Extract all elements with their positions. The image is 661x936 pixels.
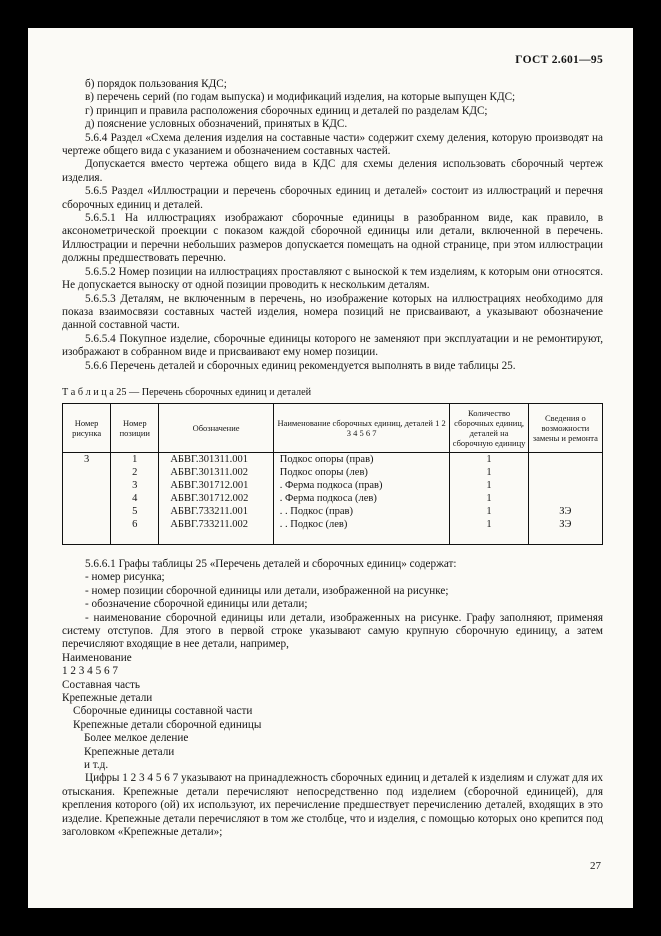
column-header: Количество сборочных единиц, деталей на сборочную единицу bbox=[450, 403, 528, 452]
paragraph: 5.6.5.1 На иллюстрациях изображают сборочные единицы в разобранном виде, как правило, в аксонометрической проекции с показом каждой сборочной единицы или детали, включенной в перечень. Иллюстрации и перечни небольших размеров допускается помещать на одной странице, при этом иллюстрации должны предшествовать перечню. bbox=[62, 212, 603, 265]
parts-table-header bbox=[63, 403, 603, 452]
paragraph: д) пояснение условных обозначений, принятых в КДС. bbox=[85, 118, 348, 131]
cell-name: Подкос опоры (прав) bbox=[273, 452, 450, 466]
cell-notes: ЗЭ bbox=[528, 518, 602, 545]
paragraph: в) перечень серий (по годам выпуска) и модификаций изделия, на которые выпущен КДС; bbox=[85, 91, 516, 104]
body-text-after-table bbox=[62, 558, 603, 840]
cell-designation: АБВГ.733211.001 bbox=[159, 505, 273, 518]
cell-notes bbox=[528, 452, 602, 466]
paragraph: Крепежные детали сборочной единицы bbox=[73, 718, 262, 731]
table-row bbox=[63, 492, 603, 505]
cell-name: . Ферма подкоса (прав) bbox=[273, 479, 450, 492]
paragraph: 5.6.5.4 Покупное изделие, сборочные единицы которого не заменяют при эксплуатации и не ремонтируют, изображают в собранном виде и присваивают ему номер позиции. bbox=[62, 332, 603, 359]
parts-table-body bbox=[63, 452, 603, 544]
cell-figure-number bbox=[63, 492, 111, 505]
header-row bbox=[63, 403, 603, 452]
cell-position-number: 3 bbox=[111, 479, 159, 492]
document-page bbox=[28, 28, 633, 908]
paragraph: Более мелкое деление bbox=[84, 732, 189, 745]
cell-quantity: 1 bbox=[450, 452, 528, 466]
paragraph: Наименование bbox=[62, 651, 132, 664]
cell-name: Подкос опоры (лев) bbox=[273, 466, 450, 479]
cell-figure-number bbox=[63, 466, 111, 479]
paragraph: - номер позиции сборочной единицы или детали, изображенной на рисунке; bbox=[85, 584, 449, 597]
column-header: Номер позиции bbox=[111, 403, 159, 452]
cell-quantity: 1 bbox=[450, 505, 528, 518]
paragraph: 5.6.5.2 Номер позиции на иллюстрациях проставляют с выноской к тем изделиям, к которым они относятся. Не допускается выноску от одной позиции проводить к нескольким деталям. bbox=[62, 265, 603, 292]
paragraph: и т.д. bbox=[84, 759, 109, 772]
cell-notes bbox=[528, 479, 602, 492]
paragraph: г) принцип и правила расположения сборочных единиц и деталей по разделам КДС; bbox=[85, 104, 488, 117]
paragraph: 5.6.6 Перечень деталей и сборочных единиц рекомендуется выполнять в виде таблицы 25. bbox=[85, 359, 516, 372]
column-header: Обозначение bbox=[159, 403, 273, 452]
cell-designation: АБВГ.301712.001 bbox=[159, 479, 273, 492]
paragraph: - обозначение сборочной единицы или детали; bbox=[85, 598, 308, 611]
paragraph: Крепежные детали bbox=[84, 745, 175, 758]
paragraph: 5.6.6.1 Графы таблицы 25 «Перечень деталей и сборочных единиц» содержат: bbox=[85, 557, 457, 570]
paragraph: Крепежные детали bbox=[62, 692, 153, 704]
paragraph: - наименование сборочной единицы или детали, изображенных на рисунке. Графу заполняют, применяя систему отступов. Для этого в первой строке указывают самую крупную сборочную единицу, а затем перечисляют входящие в нее детали, например, bbox=[62, 611, 603, 651]
paragraph: Составная часть bbox=[62, 678, 141, 691]
table-row bbox=[63, 479, 603, 492]
cell-designation: АБВГ.301712.002 bbox=[159, 492, 273, 505]
paragraph: Цифры 1 2 3 4 5 6 7 указывают на принадлежность сборочных единиц и деталей к изделиям и служат для их отыскания. Крепежные детали перечисляют непосредственно под изделием (сборочной единицей), для крепления которого (ой) их используют, их перечисление предшествует перечислению деталей, входящих в это изделие. Крепежные детали перечисляют в том же столбце, что и изделия, с помощью которых оно крепится под заголовком «Крепежные детали»; bbox=[62, 772, 603, 839]
table-row bbox=[63, 452, 603, 466]
cell-quantity: 1 bbox=[450, 466, 528, 479]
table-caption: Т а б л и ц а 25 — Перечень сборочных единиц и деталей bbox=[62, 386, 312, 398]
cell-designation: АБВГ.301311.001 bbox=[159, 452, 273, 466]
paragraph: Допускается вместо чертежа общего вида в КДС для схемы деления использовать сборочный чертеж изделия. bbox=[62, 158, 603, 184]
page-number: 27 bbox=[590, 860, 601, 872]
cell-notes bbox=[528, 492, 602, 505]
parts-table bbox=[62, 403, 603, 545]
cell-name: . . Подкос (лев) bbox=[273, 518, 450, 545]
cell-position-number: 4 bbox=[111, 492, 159, 505]
paragraph: 5.6.5.3 Деталям, не включенным в перечень, но изображение которых на иллюстрациях необходимо для показа взаимосвязи составных частей изделия, номера позиций не присваивают, а указывают обозначение данной составной части. bbox=[62, 292, 603, 332]
table-row bbox=[63, 505, 603, 518]
cell-quantity: 1 bbox=[450, 518, 528, 545]
cell-name: . . Подкос (прав) bbox=[273, 505, 450, 518]
cell-position-number: 1 bbox=[111, 452, 159, 466]
cell-name: . Ферма подкоса (лев) bbox=[273, 492, 450, 505]
cell-position-number: 5 bbox=[111, 505, 159, 518]
paragraph: б) порядок пользования КДС; bbox=[85, 78, 227, 90]
cell-designation: АБВГ.733211.002 bbox=[159, 518, 273, 545]
column-header: Наименование сборочных единиц, деталей 1 2 3 4 5 6 7 bbox=[273, 403, 450, 452]
paragraph: 1 2 3 4 5 6 7 bbox=[62, 665, 118, 678]
cell-figure-number bbox=[63, 518, 111, 545]
cell-quantity: 1 bbox=[450, 479, 528, 492]
cell-figure-number: 3 bbox=[63, 452, 111, 466]
cell-position-number: 2 bbox=[111, 466, 159, 479]
cell-position-number: 6 bbox=[111, 518, 159, 545]
cell-notes bbox=[528, 466, 602, 479]
table-row bbox=[63, 518, 603, 545]
table-row bbox=[63, 466, 603, 479]
cell-designation: АБВГ.301311.002 bbox=[159, 466, 273, 479]
cell-figure-number bbox=[63, 505, 111, 518]
paragraph: Сборочные единицы составной части bbox=[73, 705, 253, 718]
paragraph: 5.6.5 Раздел «Иллюстрации и перечень сборочных единиц и деталей» состоит из иллюстраций и перечня сборочных единиц и деталей. bbox=[62, 185, 603, 211]
column-header: Номер рисунка bbox=[63, 403, 111, 452]
paragraph: - номер рисунка; bbox=[85, 571, 165, 584]
body-text-before-table bbox=[62, 78, 603, 373]
cell-figure-number bbox=[63, 479, 111, 492]
cell-quantity: 1 bbox=[450, 492, 528, 505]
cell-notes: ЗЭ bbox=[528, 505, 602, 518]
column-header: Сведения о возможности замены и ремонта bbox=[528, 403, 602, 452]
paragraph: 5.6.4 Раздел «Схема деления изделия на составные части» содержит схему деления, которую производят на чертеже общего вида с указанием и обозначением составных частей. bbox=[62, 131, 603, 158]
doc-number: ГОСТ 2.601—95 bbox=[515, 54, 603, 66]
